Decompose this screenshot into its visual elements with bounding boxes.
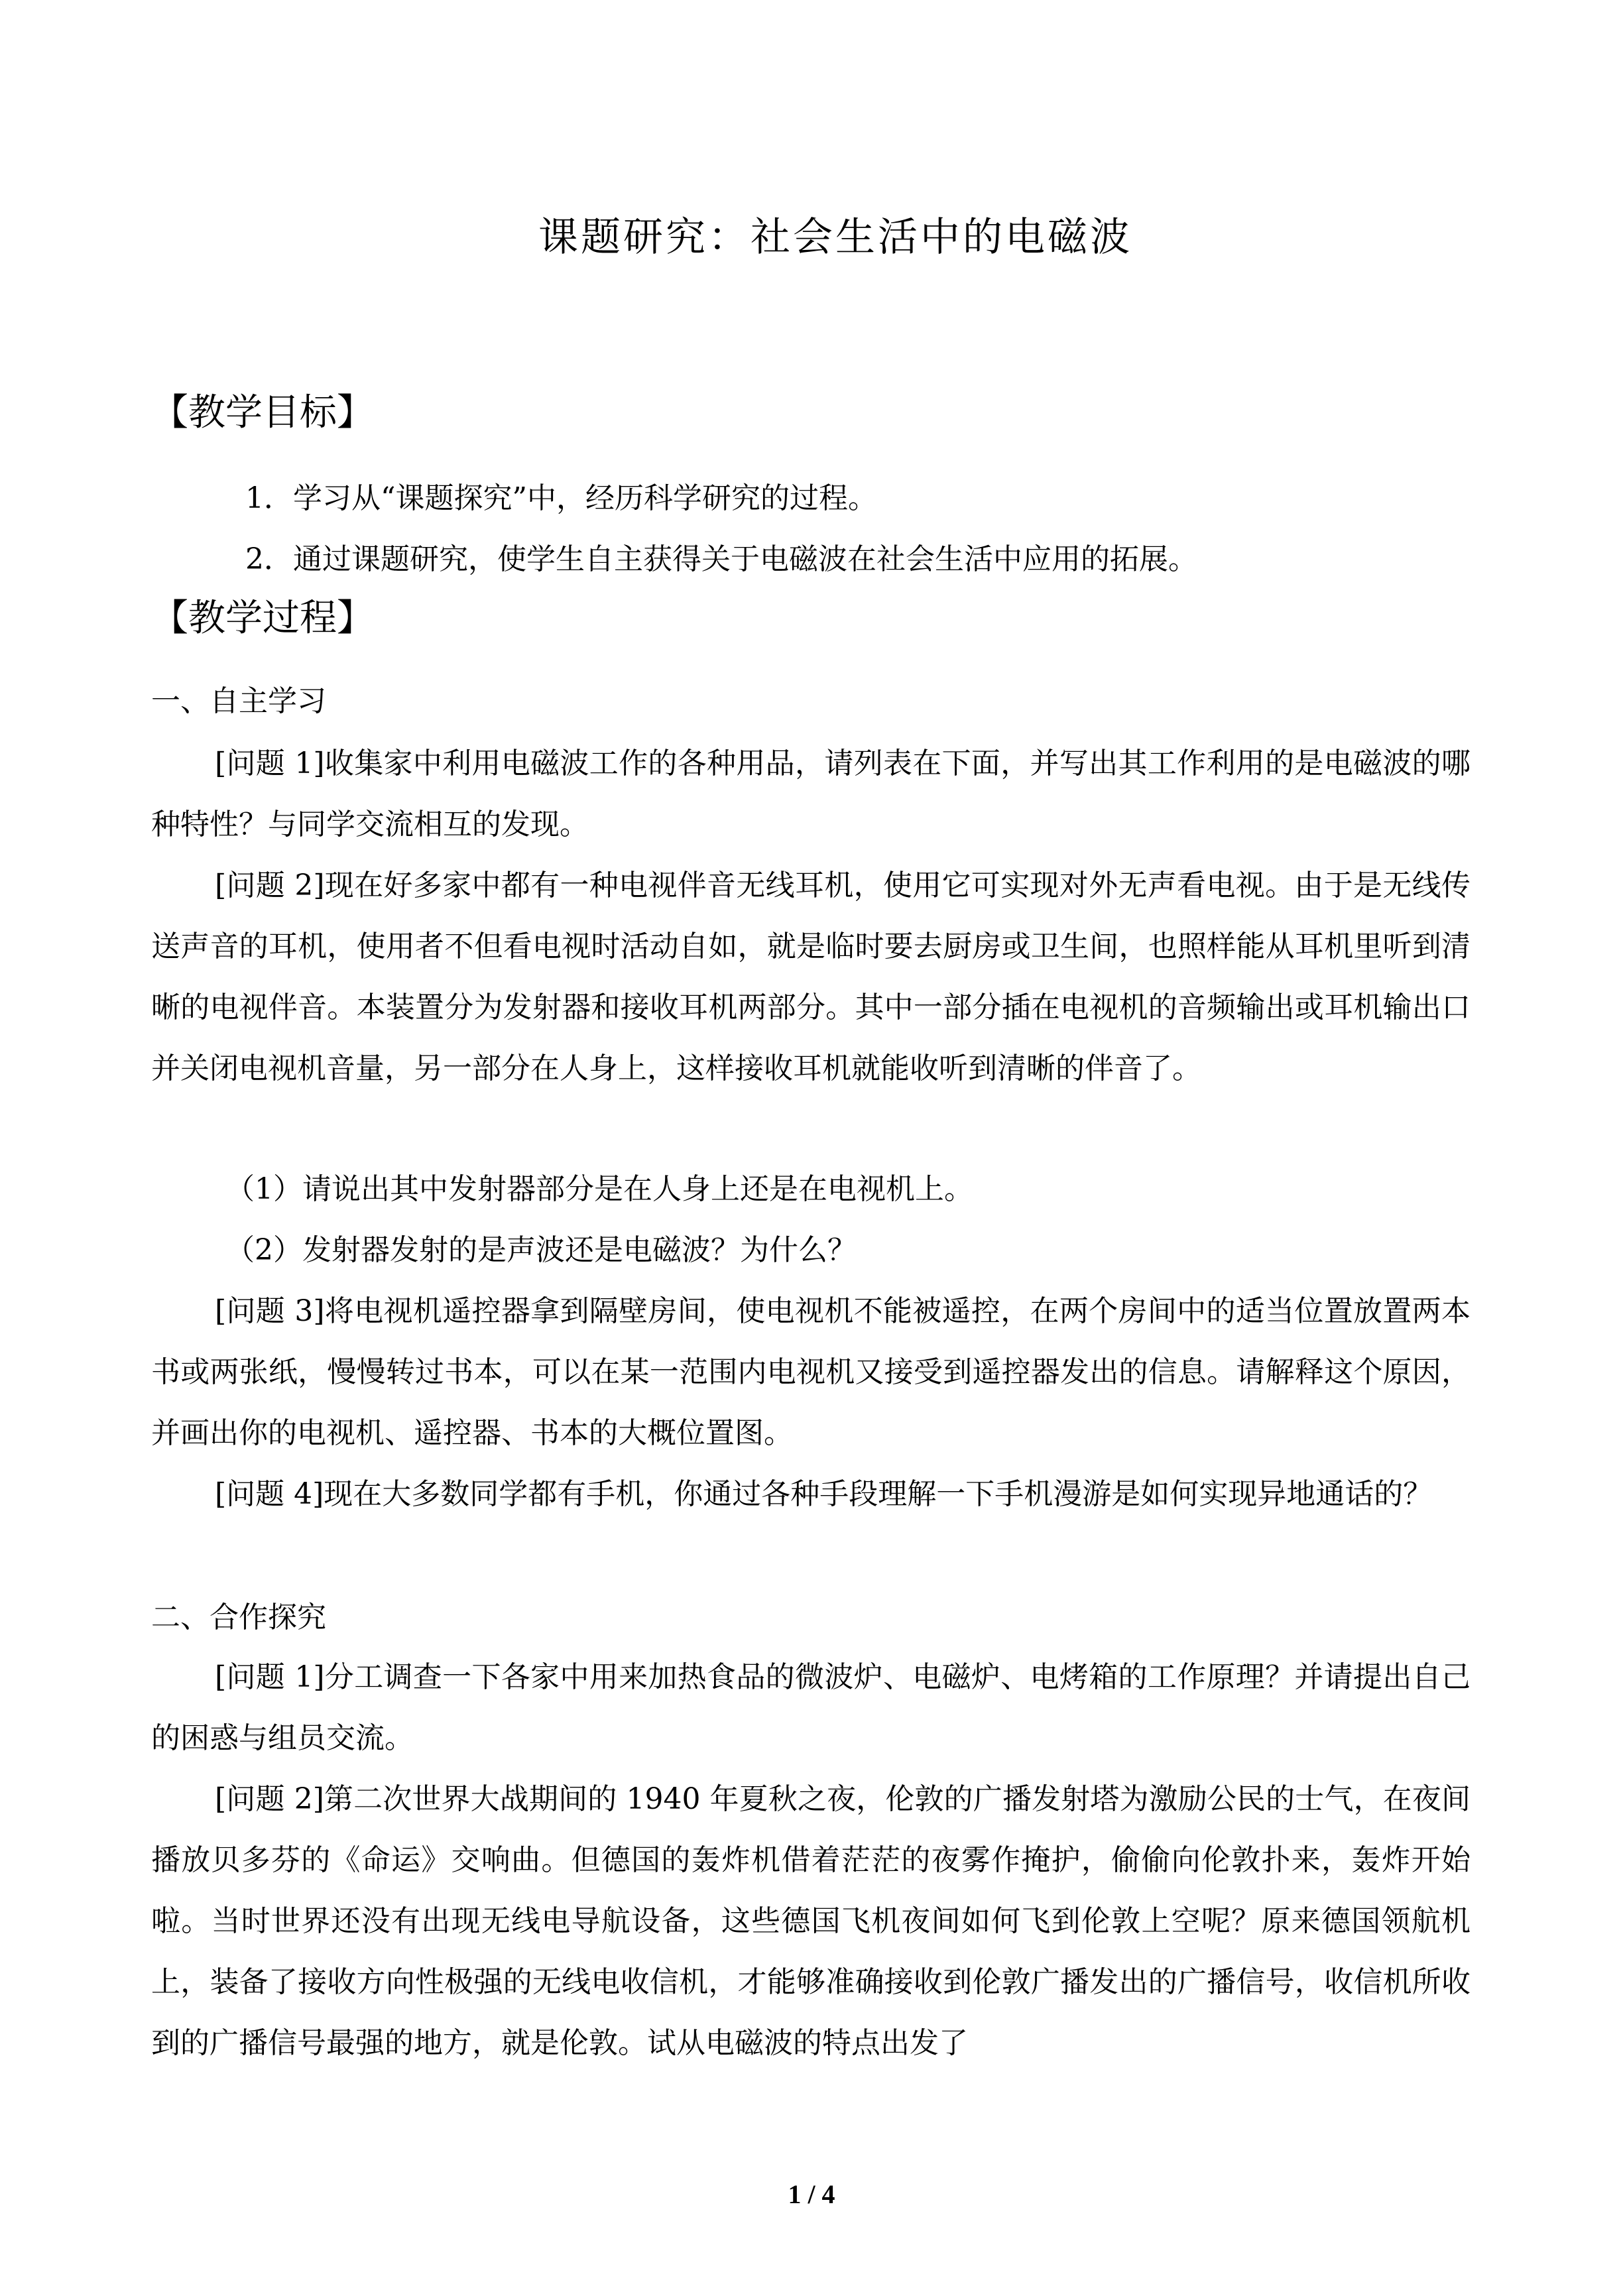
goals-heading: 【教学目标】 (151, 391, 374, 434)
section-1-question-1: [问题 1]收集家中利用电磁波工作的各种用品，请列表在下面，并写出其工作利用的是电磁波的哪种特性？与同学交流相互的发现。 (151, 747, 1471, 841)
section-1-question-2-sub-2: （2）发射器发射的是声波还是电磁波？为什么？ (225, 1233, 857, 1267)
section-1-question-2-sub-1: （1）请说出其中发射器部分是在人身上还是在电视机上。 (225, 1172, 973, 1206)
section-2-question-1: [问题 1]分工调查一下各家中用来加热食品的微波炉、电磁炉、电烤箱的工作原理？并请提出自己的困惑与组员交流。 (151, 1660, 1471, 1755)
section-2-title: 二、合作探究 (151, 1601, 326, 1634)
document-title: 课题研究：社会生活中的电磁波 (538, 214, 1132, 261)
goal-item-1: 1．学习从“课题探究”中，经历科学研究的过程。 (245, 481, 877, 515)
process-heading: 【教学过程】 (151, 597, 374, 640)
goal-item-2: 2．通过课题研究，使学生自主获得关于电磁波在社会生活中应用的拓展。 (245, 542, 1197, 576)
section-1-title: 一、自主学习 (151, 684, 326, 718)
page-number: 1 / 4 (788, 2179, 835, 2209)
section-1-question-2: [问题 2]现在好多家中都有一种电视伴音无线耳机，使用它可实现对外无声看电视。由于是无线传送声音的耳机，使用者不但看电视时活动自如，就是临时要去厨房或卫生间，也照样能从耳机里听到清晰的电视伴音。本装置分为发射器和接收耳机两部分。其中一部分插在电视机的音频输出或耳机输出口并关闭电视机音量，另一部分在人身上，这样接收耳机就能收听到清晰的伴音了。 (151, 869, 1471, 1085)
section-2-question-2: [问题 2]第二次世界大战期间的 1940 年夏秋之夜，伦敦的广播发射塔为激励公民的士气，在夜间播放贝多芬的《命运》交响曲。但德国的轰炸机借着茫茫的夜雾作掩护，偷偷向伦敦扑来，轰炸开始啦。当时世界还没有出现无线电导航设备，这些德国飞机夜间如何飞到伦敦上空呢？原来德国领航机上，装备了接收方向性极强的无线电收信机，才能够准确接收到伦敦广播发出的广播信号，收信机所收到的广播信号最强的地方，就是伦敦。试从电磁波的特点出发了 (151, 1782, 1471, 2060)
section-1-question-3: [问题 3]将电视机遥控器拿到隔壁房间，使电视机不能被遥控，在两个房间中的适当位置放置两本书或两张纸，慢慢转过书本，可以在某一范围内电视机又接受到遥控器发出的信息。请解释这个原因，并画出你的电视机、遥控器、书本的大概位置图。 (151, 1294, 1471, 1450)
section-1-question-4: [问题 4]现在大多数同学都有手机，你通过各种手段理解一下手机漫游是如何实现异地通话的？ (215, 1477, 1433, 1511)
